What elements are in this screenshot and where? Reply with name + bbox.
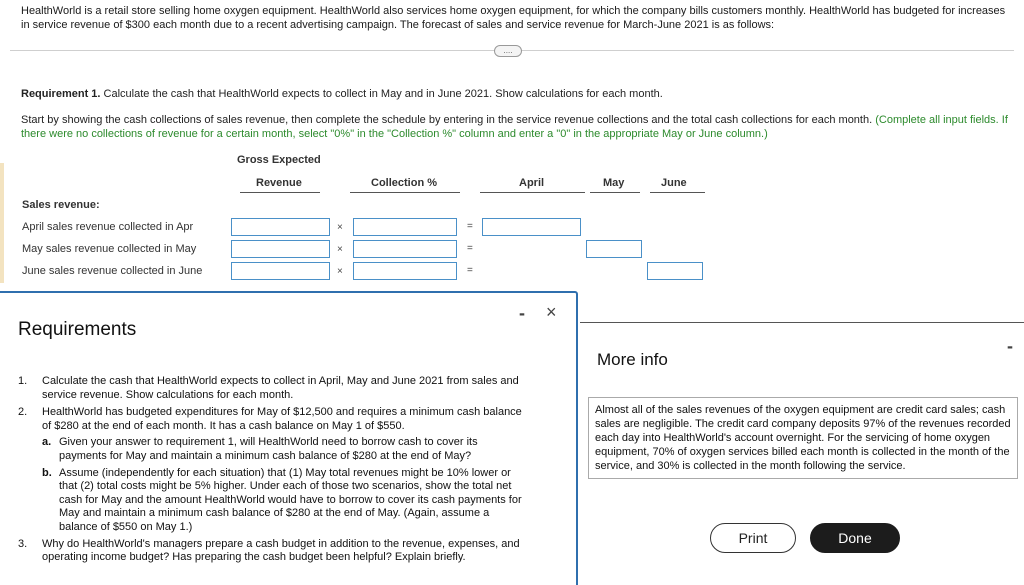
row-label-june: June sales revenue collected in June [22,265,203,277]
expand-button[interactable]: .... [494,45,522,57]
requirements-title: Requirements [18,319,137,340]
header-revenue: Revenue [256,177,302,189]
requirement-item-1 [18,375,528,402]
done-button[interactable]: Done [810,523,900,553]
may-collected-may-input[interactable] [586,240,642,258]
requirement-1-heading [21,88,663,100]
header-underline-may [590,192,640,193]
equals-sign: = [467,221,473,232]
row-label-may: May sales revenue collected in May [22,243,197,255]
header-june: June [661,177,687,189]
row-label-april: April sales revenue collected in Apr [22,221,194,233]
may-revenue-input[interactable] [231,240,330,258]
subitem-text: Assume (independently for each situation) that (1) May total revenues might be 10% lower or that (2) total costs might be 5% higher. Under each of those two scenarios, show the total net cash for May and the amount HealthWorld would have to borrow to cover its cash payments for May and maintain a minimum cash balance of $280 at the end of May. (Again, assume a balance of $550 on May 1.) [59,466,522,533]
subitem-letter: b. [42,466,52,479]
equals-sign: = [467,243,473,254]
minimize-icon[interactable]: - [1007,336,1013,356]
header-underline-revenue [240,192,320,193]
requirement-subitem-a [18,436,528,463]
problem-intro: HealthWorld is a retail store selling home oxygen equipment. HealthWorld also services home oxygen equipment, for which the company bills customers monthly. HealthWorld has budgeted for increases in service revenue of $300 each month due to a recent advertising campaign. The forecast of sales and service revenue for March-June 2021 is as follows: [21,5,1006,31]
april-collection-percent-input[interactable] [353,218,457,236]
header-collection-percent: Collection % [371,177,438,189]
requirement-number: 2. [18,406,28,419]
requirement-text: HealthWorld has budgeted expenditures for May of $12,500 and requires a minimum cash balance of $280 at the end of each month. It has a cash balance on May 1 of $550. [42,406,522,432]
header-underline-collection [350,192,460,193]
instructions [21,113,1011,141]
equals-sign: = [467,265,473,276]
requirement-item-3 [18,538,528,565]
more-info-panel-border [580,322,1024,323]
more-info-text: Almost all of the sales revenues of the oxygen equipment are credit card sales; cash sales are negligible. The credit card company deposits 97% of the revenues recorded each day into HealthWorld's account overnight. For the servicing of home oxygen equipment, 70% of oxygen services billed each month is collected in the month of the service, and 30% is collected in the month following the service. [588,397,1018,479]
requirement-text: Why do HealthWorld's managers prepare a cash budget in addition to the revenue, expenses, and operating income budget? Has preparing the cash budget been helpful? Explain briefly. [42,537,520,564]
requirement-subitem-b [18,467,528,535]
instructions-text: Start by showing the cash collections of sales revenue, then complete the schedule by entering in the service revenue collections and the total cash collections for each month. [21,114,876,126]
header-underline-april [480,192,585,193]
more-info-title: More info [597,350,668,369]
instructions-note: (Complete all input fields. If there were no collections of revenue for a certain month, select "0%" in the "Collection %" column and enter a "0" in the appropriate May or June column.) [21,114,1008,140]
april-collected-april-input[interactable] [482,218,581,236]
requirements-list [18,375,528,565]
requirement-number: 1. [18,375,28,387]
header-gross-expected: Gross Expected [237,154,321,166]
row-highlight-bar [0,163,4,283]
times-sign: × [337,222,343,233]
minimize-icon[interactable]: - [519,303,525,323]
sales-revenue-label: Sales revenue: [22,199,100,211]
requirement-number: 3. [18,537,28,550]
subitem-text: Given your answer to requirement 1, will HealthWorld need to borrow cash to cover its payments for May and maintain a minimum cash balance of $280 at the end of May? [59,436,478,462]
requirement-1-label: Requirement 1. [21,88,101,100]
times-sign: × [337,266,343,277]
requirement-item-2 [18,406,528,433]
april-revenue-input[interactable] [231,218,330,236]
print-button[interactable]: Print [710,523,796,553]
close-icon[interactable]: × [546,302,557,322]
june-collection-percent-input[interactable] [353,262,457,280]
times-sign: × [337,244,343,255]
may-collection-percent-input[interactable] [353,240,457,258]
june-collected-june-input[interactable] [647,262,703,280]
subitem-letter: a. [42,436,52,449]
june-revenue-input[interactable] [231,262,330,280]
requirement-text: Calculate the cash that HealthWorld expects to collect in April, May and June 2021 from sales and service revenue. Show calculations for each month. [42,375,519,401]
header-april: April [519,177,545,189]
header-may: May [603,177,625,189]
header-underline-june [650,192,705,193]
requirement-1-text: Calculate the cash that HealthWorld expects to collect in May and in June 2021. Show calculations for each month. [100,88,663,100]
